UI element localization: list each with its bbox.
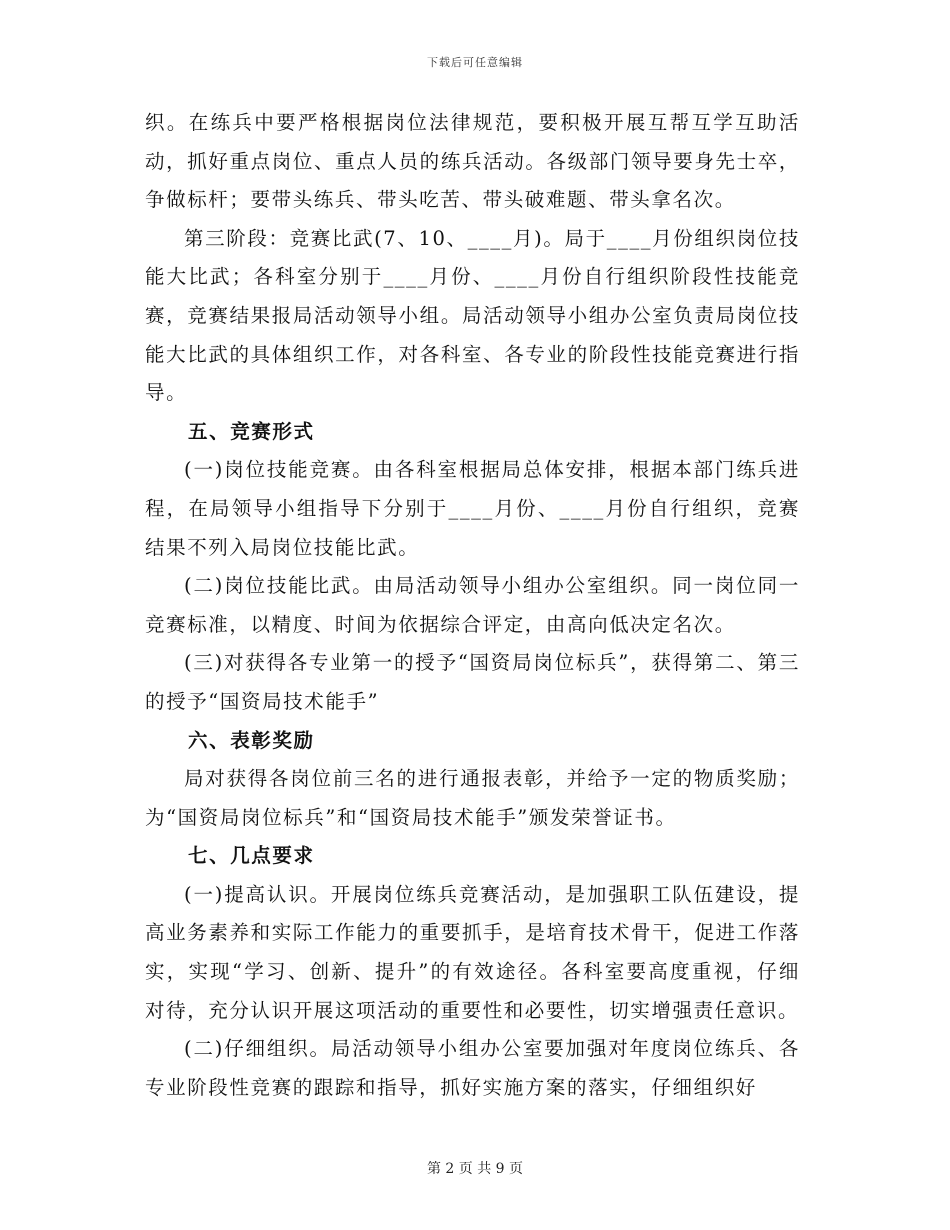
- page-header-note: 下载后可任意编辑: [427, 56, 523, 69]
- section-heading-requirements: 七、几点要求: [188, 844, 315, 868]
- page-number: 第 2 页 共 9 页: [426, 1161, 524, 1177]
- section-heading-competition-format: 五、竞赛形式: [188, 419, 315, 443]
- paragraph-skill-contest: (二)岗位技能比武。由局活动领导小组办公室组织。同一岗位同一竞赛标准，以精度、时间为依据综合评定，由高向低决定名次。: [145, 574, 800, 636]
- paragraph-awards-titles: (三)对获得各专业第一的授予“国资局岗位标兵”，获得第二、第三的授予“国资局技术能手”: [145, 651, 800, 713]
- paragraph-raise-awareness: (一)提高认识。开展岗位练兵竞赛活动，是加强职工队伍建设，提高业务素养和实际工作能力的重要抓手，是培育技术骨干，促进工作落实，实现“学习、创新、提升”的有效途径。各科室要高度重视，仔细对待，充分认识开展这项活动的重要性和必要性，切实增强责任意识。: [145, 882, 800, 1022]
- paragraph-careful-organization: (二)仔细组织。局活动领导小组办公室要加强对年度岗位练兵、各专业阶段性竞赛的跟踪和指导，抓好实施方案的落实，仔细组织好: [145, 1037, 800, 1099]
- document-body: [145, 104, 800, 1107]
- paragraph-skill-competition: (一)岗位技能竞赛。由各科室根据局总体安排，根据本部门练兵进程，在局领导小组指导下分别于____月份、____月份自行组织，竞赛结果不列入局岗位技能比武。: [145, 458, 800, 559]
- paragraph-commendation: 局对获得各岗位前三名的进行通报表彰，并给予一定的物质奖励；为“国资局岗位标兵”和“国资局技术能手”颁发荣誉证书。: [145, 767, 800, 829]
- section-heading-commendation: 六、表彰奖励: [188, 728, 315, 752]
- paragraph-continuation: 织。在练兵中要严格根据岗位法律规范，要积极开展互帮互学互助活动，抓好重点岗位、重点人员的练兵活动。各级部门领导要身先士卒，争做标杆；要带头练兵、带头吃苦、带头破难题、带头拿名次。: [145, 111, 800, 212]
- paragraph-stage-three: 第三阶段：竞赛比武(7、10、____月)。局于____月份组织岗位技能大比武；各科室分别于____月份、____月份自行组织阶段性技能竞赛，竞赛结果报局活动领导小组。局活动领导小组办公室负责局岗位技能大比武的具体组织工作，对各科室、各专业的阶段性技能竞赛进行指导。: [145, 226, 800, 405]
